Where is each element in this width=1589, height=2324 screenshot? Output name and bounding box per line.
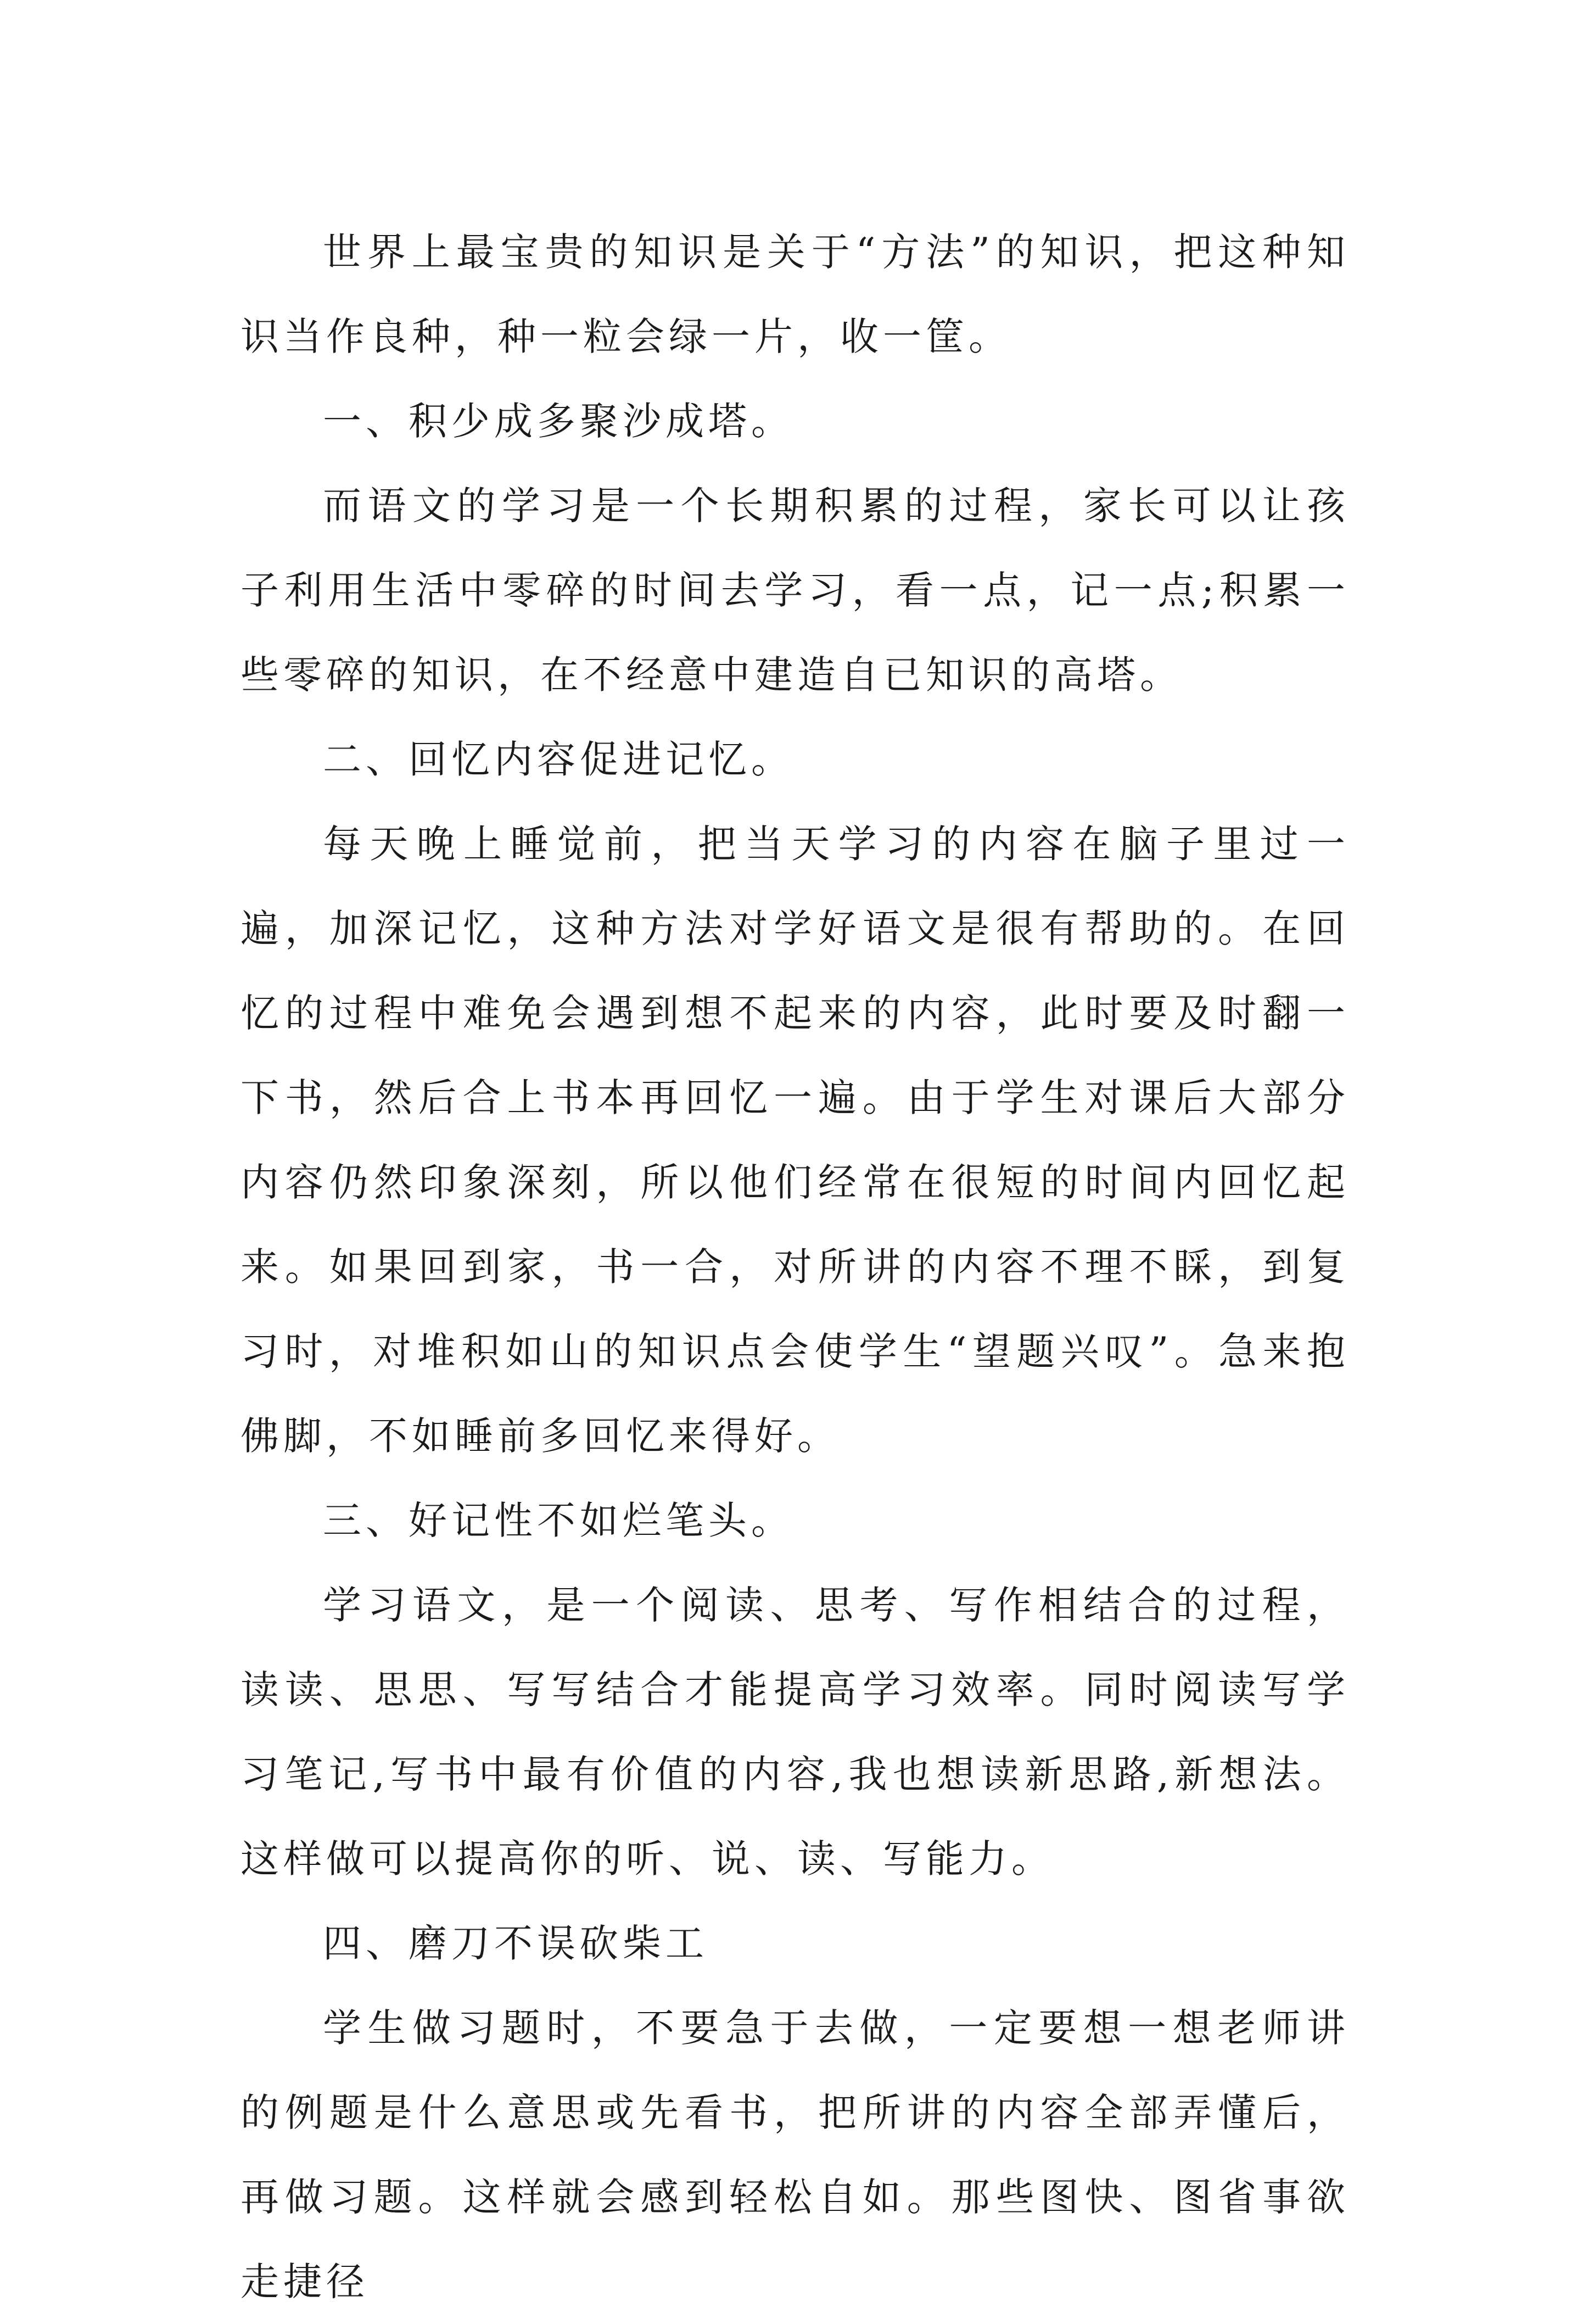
- paragraph-section-2: 每天晚上睡觉前，把当天学习的内容在脑子里过一遍，加深记忆，这种方法对学好语文是很有帮助的。在回忆的过程中难免会遇到想不起来的内容，此时要及时翻一下书，然后合上书本再回忆一遍。由于学生对课后大部分内容仍然印象深刻，所以他们经常在很短的时间内回忆起来。如果回到家，书一合，对所讲的内容不理不睬，到复习时，对堆积如山的知识点会使学生“望题兴叹”。急来抱佛脚，不如睡前多回忆来得好。: [240, 822, 1350, 1459]
- section-heading-4: 四、磨刀不误砍柴工: [323, 1921, 708, 1966]
- section-heading-1: 一、积少成多聚沙成塔。: [323, 399, 794, 444]
- section-heading-3: 三、好记性不如烂笔头。: [323, 1498, 794, 1543]
- section-heading-2: 二、回忆内容促进记忆。: [323, 737, 794, 782]
- document-body: [240, 210, 1350, 2324]
- paragraph-section-1: 而语文的学习是一个长期积累的过程，家长可以让孩子利用生活中零碎的时间去学习，看一点，记一点;积累一些零碎的知识，在不经意中建造自已知识的高塔。: [240, 483, 1350, 697]
- paragraph-section-3: 学习语文，是一个阅读、思考、写作相结合的过程，读读、思思、写写结合才能提高学习效率。同时阅读写学习笔记,写书中最有价值的内容,我也想读新思路,新想法。这样做可以提高你的听、说、读、写能力。: [240, 1583, 1350, 1881]
- paragraph-intro: 世界上最宝贵的知识是关于“方法”的知识，把这种知识当作良种，种一粒会绿一片，收一筐。: [240, 230, 1350, 359]
- paragraph-section-4: 学生做习题时，不要急于去做，一定要想一想老师讲的例题是什么意思或先看书，把所讲的内容全部弄懂后，再做习题。这样就会感到轻松自如。那些图快、图省事欲走捷径: [240, 2005, 1350, 2304]
